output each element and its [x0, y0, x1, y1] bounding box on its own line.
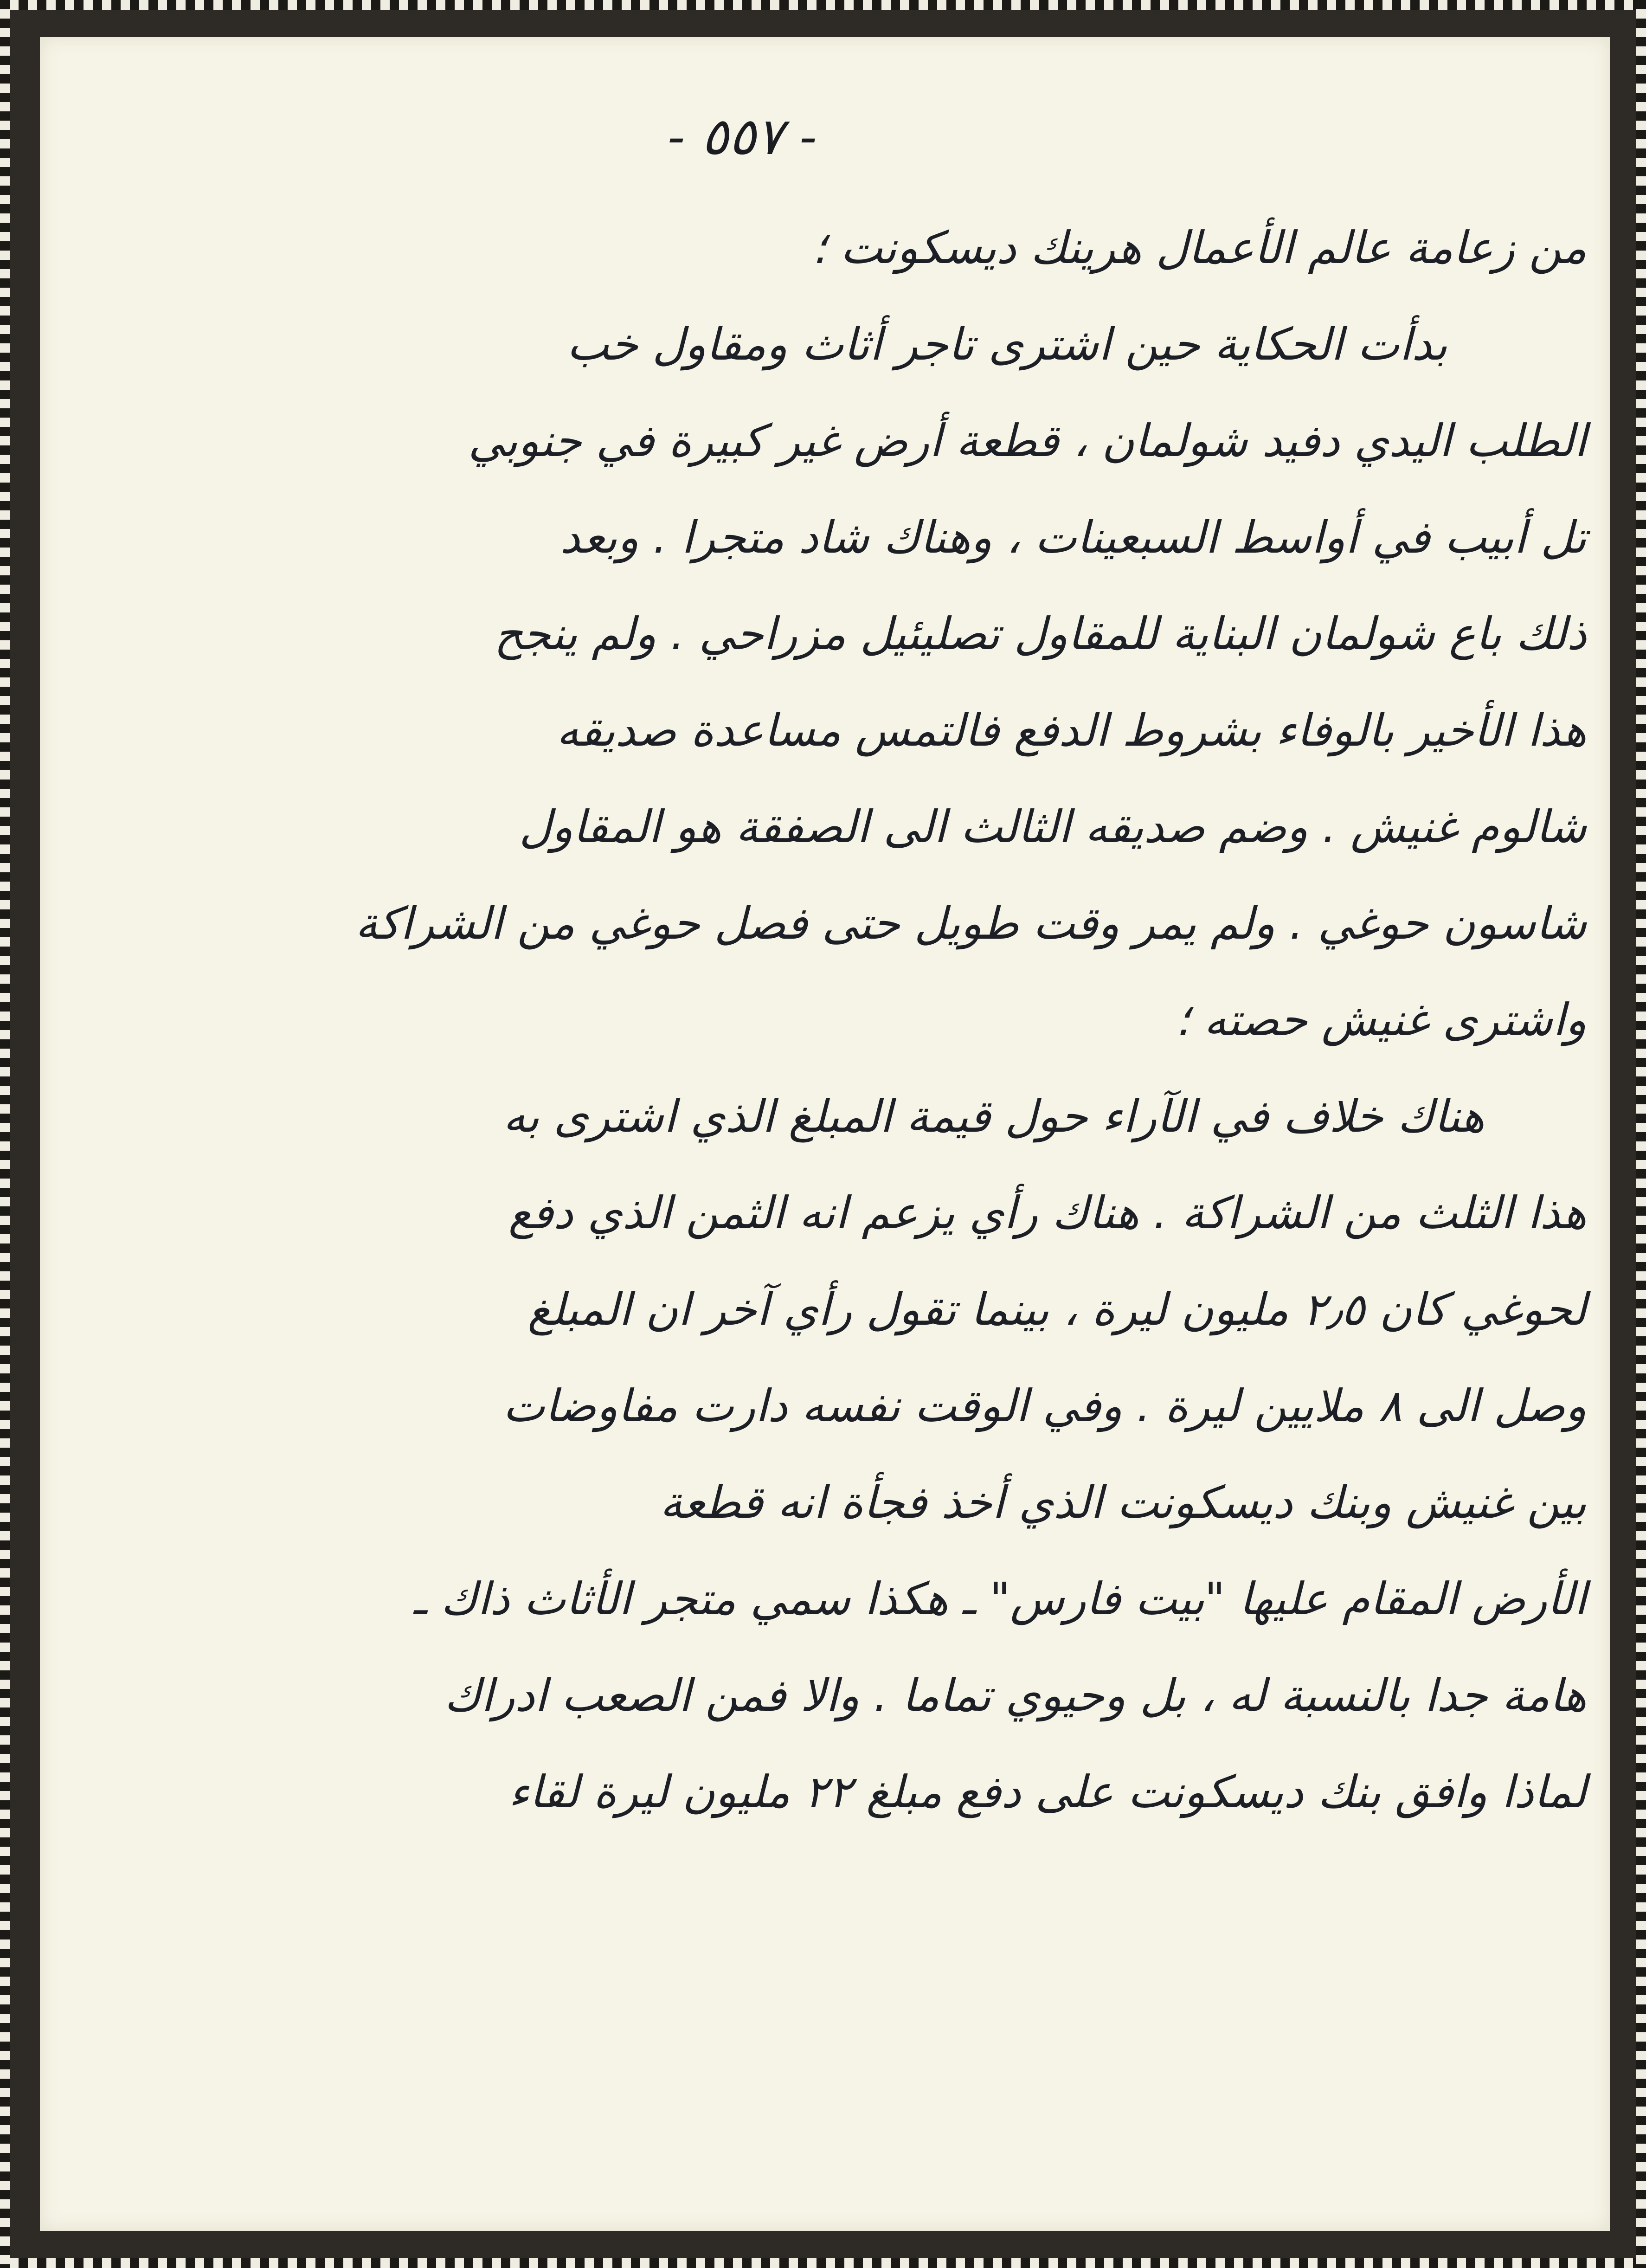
- scale-bar-right: [1636, 0, 1646, 2268]
- text-line: هذا الأخير بالوفاء بشروط الدفع فالتمس مساعدة صديقه: [556, 704, 1587, 756]
- text-line: بين غنيش وبنك ديسكونت الذي أخذ فجأة انه قطعة: [660, 1476, 1587, 1528]
- handwritten-text-block: [84, 200, 1587, 1840]
- scale-bar-top: [0, 0, 1646, 10]
- text-line: ذلك باع شولمان البناية للمقاول تصليئيل مزراحي . ولم ينجح: [494, 608, 1587, 660]
- text-line: بدأت الحكاية حين اشترى تاجر أثاث ومقاول خب: [566, 318, 1447, 370]
- text-line: لماذا وافق بنك ديسكونت على دفع مبلغ ٢٢ مليون ليرة لقاء: [508, 1766, 1587, 1818]
- text-line: هناك خلاف في الآراء حول قيمة المبلغ الذي اشترى به: [503, 1090, 1485, 1142]
- text-line: هذا الثلث من الشراكة . هناك رأي يزعم انه الثمن الذي دفع: [508, 1187, 1587, 1239]
- text-line: شالوم غنيش . وضم صديقه الثالث الى الصفقة هو المقاول: [519, 801, 1587, 853]
- text-line: هامة جدا بالنسبة له ، بل وحيوي تماما . والا فمن الصعب ادراك: [444, 1669, 1587, 1721]
- text-line: شاسون حوغي . ولم يمر وقت طويل حتى فصل حوغي من الشراكة: [355, 897, 1587, 949]
- page-number: - ٥٥٧ -: [668, 107, 817, 166]
- scale-bar-bottom: [0, 2258, 1646, 2268]
- text-line: لحوغي كان ٢٫٥ مليون ليرة ، بينما تقول رأي آخر ان المبلغ: [527, 1283, 1587, 1335]
- text-line: من زعامة عالم الأعمال هرينك ديسكونت ؛: [812, 222, 1587, 274]
- text-line: تل أبيب في أواسط السبعينات ، وهناك شاد متجرا . وبعد: [560, 511, 1587, 563]
- scale-bar-left: [0, 0, 10, 2268]
- text-line: وصل الى ٨ ملايين ليرة . وفي الوقت نفسه دارت مفاوضات: [503, 1380, 1587, 1432]
- text-line: واشترى غنيش حصته ؛: [1175, 994, 1587, 1046]
- text-line: الأرض المقام عليها "بيت فارس" ـ هكذا سمي متجر الأثاث ذاك ـ: [413, 1573, 1587, 1625]
- text-line: الطلب اليدي دفيد شولمان ، قطعة أرض غير كبيرة في جنوبي: [468, 415, 1587, 467]
